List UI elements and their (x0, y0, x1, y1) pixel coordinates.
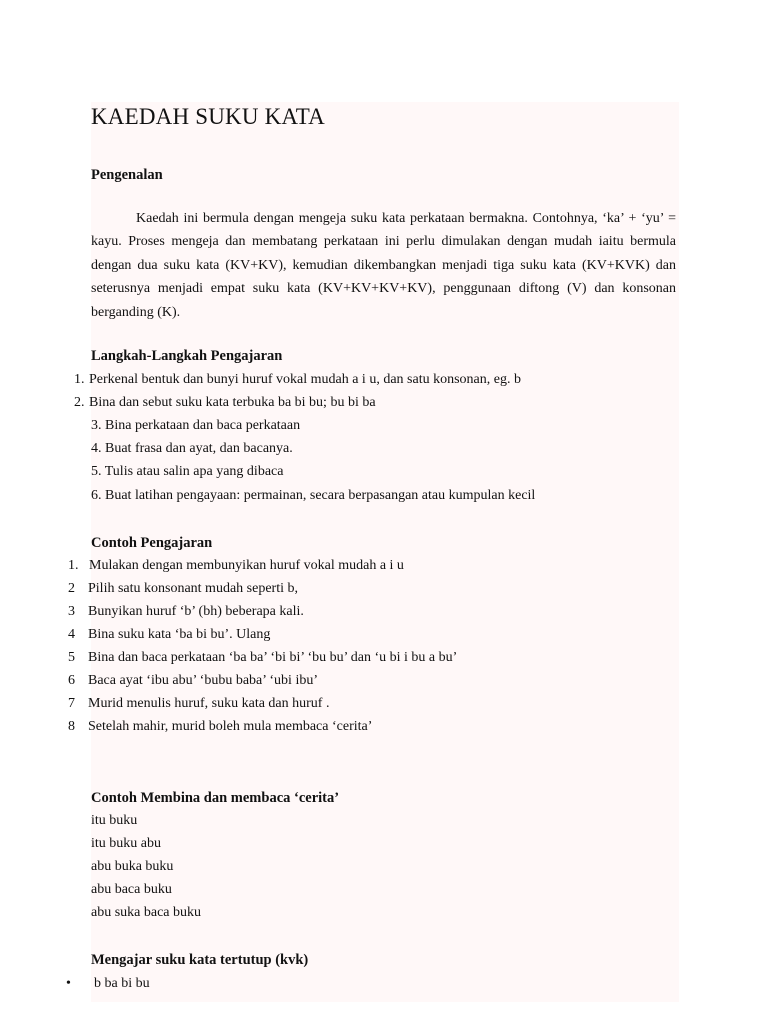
example-number: 2 (68, 581, 75, 596)
intro-heading: Pengenalan (91, 167, 163, 183)
step-number: 1. (74, 372, 85, 387)
example-item: Bina suku kata ‘ba bi bu’. Ulang (88, 627, 271, 642)
intro-paragraph-text: Kaedah ini bermula dengan mengeja suku kata perkataan bermakna. Contohnya, ‘ka’ + ‘yu’ = kayu. Proses mengeja dan membatang perkataan ini perlu dimulakan dengan mudah iaitu bermula dengan dua suku kata (KV+KV), kemudian dikembangkan menjadi tiga suku kata (KV+KVK) dan seterusnya menjadi empat suku kata (KV+KV+KV+KV), penggunaan diftong (V) dan konsonan berganding (K). (91, 211, 676, 320)
step-number: 2. (74, 395, 85, 410)
story-line: abu baca buku (91, 882, 172, 897)
example-number: 5 (68, 650, 75, 665)
example-item: Baca ayat ‘ibu abu’ ‘bubu baba’ ‘ubi ibu’ (88, 673, 319, 688)
examples-heading: Contoh Pengajaran (91, 535, 213, 551)
example-item: Bunyikan huruf ‘b’ (bh) beberapa kali. (88, 604, 304, 619)
example-item: Bina dan baca perkataan ‘ba ba’ ‘bi bi’ ‘bu bu’ dan ‘u bi i bu a bu’ (88, 650, 458, 665)
bullet-icon: • (66, 976, 71, 991)
story-line: itu buku abu (91, 836, 161, 851)
story-line: itu buku (91, 813, 138, 828)
closed-syllable-item: b ba bi bu (94, 976, 150, 991)
step-item: Perkenal bentuk dan bunyi huruf vokal mudah a i u, dan satu konsonan, eg. b (89, 372, 521, 387)
example-number: 7 (68, 696, 75, 711)
example-item: Pilih satu konsonant mudah seperti b, (88, 581, 298, 596)
step-item: Bina dan sebut suku kata terbuka ba bi bu; bu bi ba (89, 395, 376, 410)
step-item: 3. Bina perkataan dan baca perkataan (91, 418, 301, 433)
closed-syllable-heading: Mengajar suku kata tertutup (kvk) (91, 952, 309, 968)
story-line: abu suka baca buku (91, 905, 202, 920)
example-number: 8 (68, 719, 75, 734)
steps-heading: Langkah-Langkah Pengajaran (91, 348, 283, 364)
example-number: 3 (68, 604, 75, 619)
example-number: 6 (68, 673, 75, 688)
example-item: Murid menulis huruf, suku kata dan huruf . (88, 696, 330, 711)
story-heading: Contoh Membina dan membaca ‘cerita’ (91, 790, 340, 806)
example-number: 4 (68, 627, 75, 642)
example-item: Mulakan dengan membunyikan huruf vokal mudah a i u (89, 558, 404, 573)
example-number: 1. (68, 558, 79, 573)
step-item: 5. Tulis atau salin apa yang dibaca (91, 464, 284, 479)
story-line: abu buka buku (91, 859, 174, 874)
page-title: KAEDAH SUKU KATA (91, 104, 325, 129)
step-item: 4. Buat frasa dan ayat, dan bacanya. (91, 441, 293, 456)
step-item: 6. Buat latihan pengayaan: permainan, secara berpasangan atau kumpulan kecil (91, 488, 536, 503)
example-item: Setelah mahir, murid boleh mula membaca ‘cerita’ (88, 719, 373, 734)
intro-paragraph (91, 207, 676, 324)
